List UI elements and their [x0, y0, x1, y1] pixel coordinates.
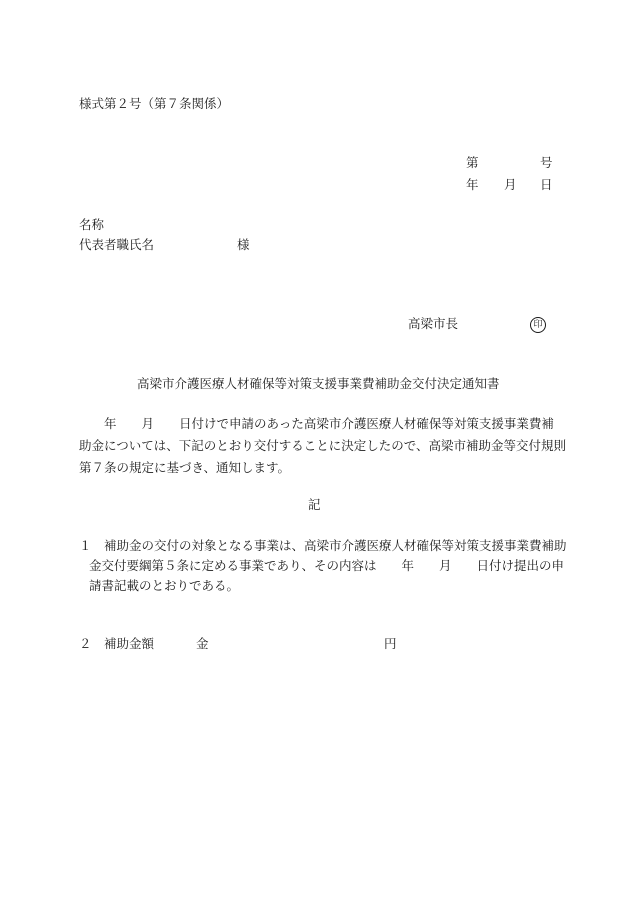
body-line: 第７条の規定に基づき、通知します。 — [79, 460, 291, 475]
month-label: 月 — [504, 177, 517, 192]
ki-heading: 記 — [308, 497, 321, 512]
go-label: 号 — [540, 155, 553, 170]
mayor-title: 高梁市長 — [408, 316, 459, 331]
seal-mark: 印 — [530, 317, 546, 333]
item-1 — [79, 538, 567, 600]
item-1-line: 請書記載のとおりである。 — [89, 578, 240, 593]
representative-label: 代表者職氏名 — [79, 237, 155, 252]
item-2-label — [79, 638, 209, 651]
yen-label: 円 — [384, 636, 397, 651]
subsidy-amount-label: ２ 補助金額 — [79, 636, 155, 651]
document-title: 高梁市介護医療人材確保等対策支援事業費補助金交付決定通知書 — [137, 376, 500, 391]
kin-label: 金 — [195, 636, 209, 651]
day-label: 日 — [540, 177, 553, 192]
body-paragraph — [79, 416, 567, 484]
dai-label: 第 — [466, 155, 479, 170]
body-line: 助金については、下記のとおり交付することに決定したので、高梁市補助金等交付規則 — [79, 438, 567, 453]
form-number: 様式第２号（第７条関係） — [79, 96, 230, 111]
item-1-line: １ 補助金の交付の対象となる事業は、高梁市介護医療人材確保等対策支援事業費補助 — [79, 538, 567, 553]
year-label: 年 — [466, 177, 479, 192]
recipient-name-label: 名称 — [79, 217, 105, 232]
body-line: 年 月 日付けで申請のあった高梁市介護医療人材確保等対策支援事業費補 — [79, 416, 554, 431]
item-1-line: 金交付要綱第５条に定める事業であり、その内容は 年 月 日付け提出の申 — [89, 558, 565, 573]
honorific-sama: 様 — [237, 237, 250, 252]
